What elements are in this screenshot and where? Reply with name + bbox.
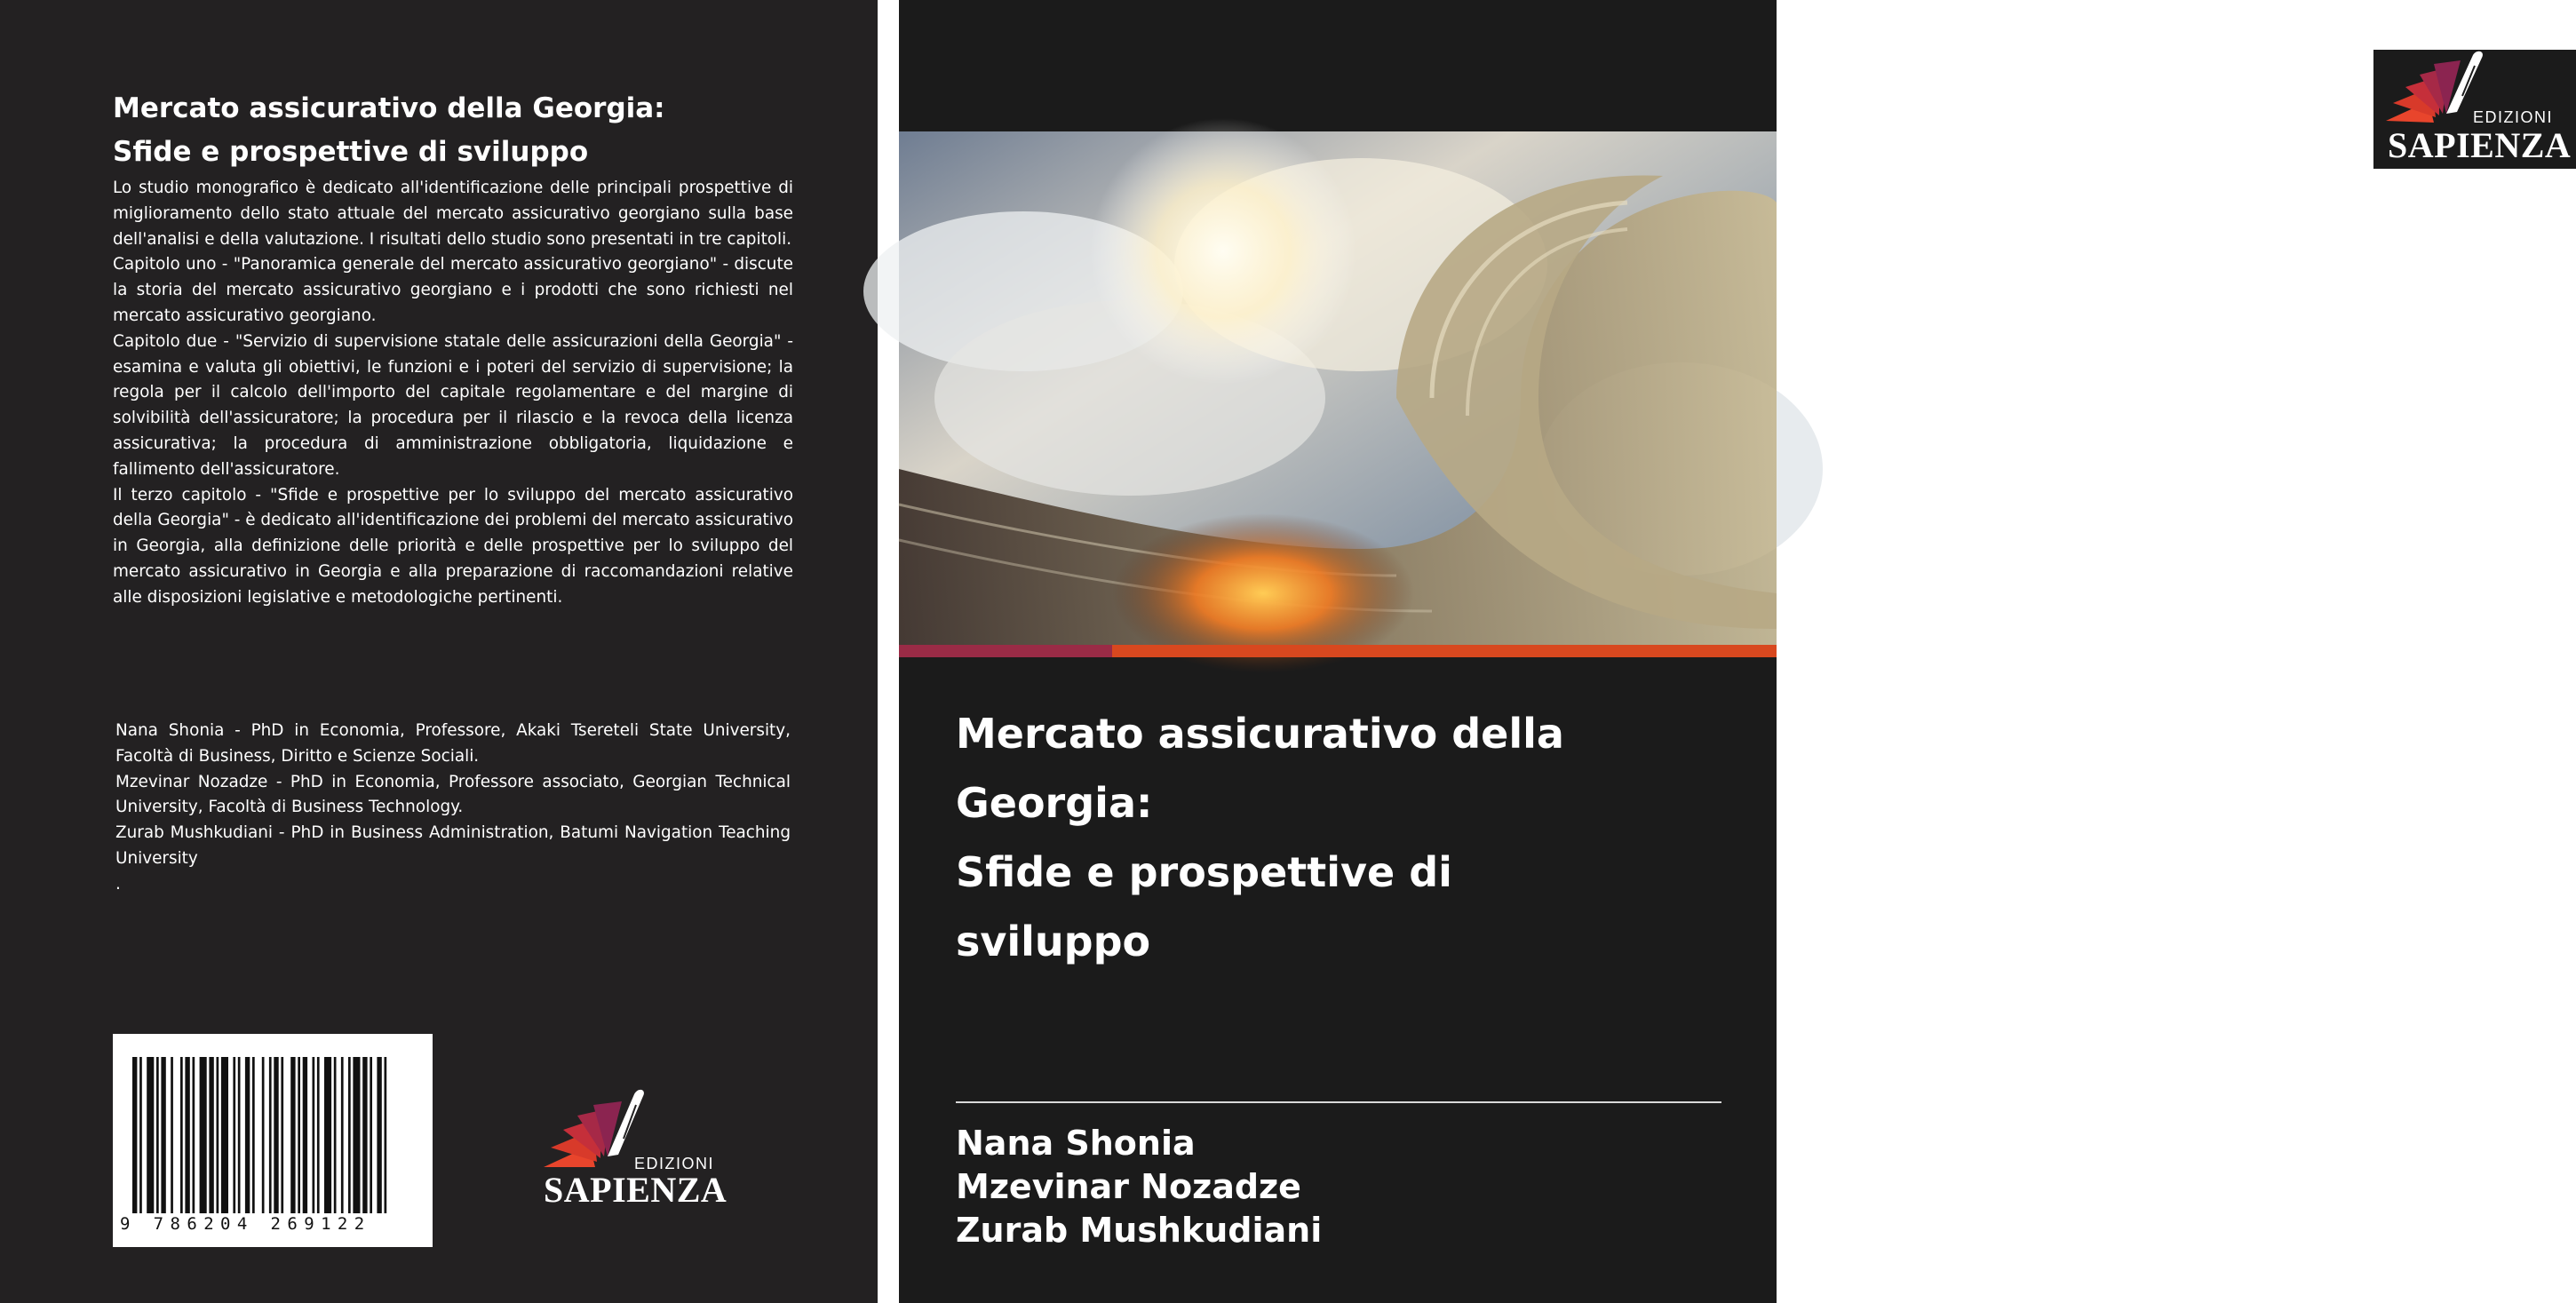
blurb-paragraph: Lo studio monografico è dedicato all'identificazione delle principali prospettive di miglioramento dello stato attuale del mercato assicurativo georgiano sulla base dell'analisi e della valutazione. I risultati dello studio sono presentati in tre capitoli. (113, 179, 793, 249)
front-title-line-4: sviluppo (956, 918, 1151, 965)
author-name: Zurab Mushkudiani (956, 1211, 1323, 1250)
barcode-bar (370, 1057, 372, 1213)
barcode-bar (217, 1057, 219, 1213)
barcode-bar (303, 1057, 307, 1213)
barcode-bar (200, 1057, 207, 1213)
barcode-bar (385, 1057, 387, 1213)
sapienza-wordmark: SAPIENZA (2388, 125, 2572, 165)
barcode-bar (209, 1057, 213, 1213)
barcode-bar (245, 1057, 250, 1213)
isbn-digits: 9 786204 269122 (120, 1214, 371, 1234)
barcode-bar (313, 1057, 315, 1213)
front-title-line-2: Georgia: (956, 779, 1153, 827)
barcode-bar (185, 1057, 189, 1213)
author-bio: Nana Shonia - PhD in Economia, Professore, Akaki Tsereteli State University, Facoltà di Business, Diritto e Scienze Sociali. (115, 721, 791, 766)
back-title-line-1: Mercato assicurativo della Georgia: (113, 92, 665, 124)
barcode-bar (252, 1057, 255, 1213)
author-name: Nana Shonia (956, 1124, 1196, 1163)
author-name: Mzevinar Nozadze (956, 1167, 1301, 1206)
author-bios (115, 719, 791, 898)
back-cover (0, 0, 878, 1303)
barcode-bar (238, 1057, 241, 1213)
barcode-bar (193, 1057, 195, 1213)
barcode-bar (180, 1057, 183, 1213)
barcode-bar (353, 1057, 360, 1213)
barcode-bar (274, 1057, 278, 1213)
author-bio: Mzevinar Nozadze - PhD in Economia, Professore associato, Georgian Technical University, Facoltà di Business Technology. (115, 772, 791, 817)
barcode-bar (262, 1057, 265, 1213)
barcode-bar (221, 1057, 228, 1213)
front-title-line-3: Sfide e prospettive di (956, 848, 1452, 896)
sapienza-wordmark: SAPIENZA (544, 1170, 727, 1210)
barcode-bar (324, 1057, 331, 1213)
front-authors (956, 1122, 1322, 1252)
author-bio: . (115, 874, 121, 894)
barcode-bar (269, 1057, 272, 1213)
barcode-bar (147, 1057, 154, 1213)
front-cover-title (956, 699, 1737, 976)
barcode-bar (348, 1057, 351, 1213)
back-title-line-2: Sfide e prospettive di sviluppo (113, 136, 589, 168)
barcode-bar (334, 1057, 337, 1213)
blurb (113, 176, 793, 611)
barcode-bar (233, 1057, 235, 1213)
edizioni-label: EDIZIONI (634, 1155, 715, 1172)
author-bio: Zurab Mushkudiani - PhD in Business Administration, Batumi Navigation Teaching University (115, 823, 791, 868)
front-title-line-1: Mercato assicurativo della (956, 710, 1564, 758)
barcode-bar (298, 1057, 300, 1213)
barcode-bar (341, 1057, 344, 1213)
blurb-paragraph: Capitolo uno - "Panoramica generale del mercato assicurativo georgiano" - discute la storia del mercato assicurativo georgiano e i prodotti che sono richiesti nel mercato assicurativo georgiano. (113, 255, 793, 325)
publisher-logo (538, 1085, 734, 1210)
money-wave-image (899, 131, 1777, 657)
blurb-paragraph: Il terzo capitolo - "Sfide e prospettive per lo sviluppo del mercato assicurativo della Georgia" - è dedicato all'identificazione dei problemi del mercato assicurativo in Georgia, alla definizione delle priorità e delle prospettive per lo sviluppo del mercato assicurativo in Georgia e alla preparazione di raccomandazioni relative alle disposizioni legislative e metodologiche pertinenti. (113, 485, 793, 607)
barcode-bar (171, 1057, 173, 1213)
barcode-bar (281, 1057, 283, 1213)
barcode-bar (362, 1057, 367, 1213)
barcode-bar (132, 1057, 137, 1213)
divider (956, 1101, 1721, 1103)
barcode-bar (161, 1057, 165, 1213)
back-cover-title (113, 87, 806, 174)
edizioni-label: EDIZIONI (2473, 108, 2554, 126)
isbn-barcode (113, 1034, 433, 1247)
barcode-bar (317, 1057, 320, 1213)
barcode-bar (156, 1057, 159, 1213)
barcode-bar (377, 1057, 381, 1213)
front-cover (899, 0, 2572, 1303)
barcode-bar (290, 1057, 295, 1213)
publisher-logo (2373, 50, 2576, 169)
blurb-paragraph: Capitolo due - "Servizio di supervisione statale delle assicurazioni della Georgia" - esamina e valuta gli obiettivi, le funzioni e i poteri del servizio di supervisione; la regola per il calcolo dell'importo del capitale regolamentare e del margine di solvibilità dell'assicuratore; la procedura per il rilascio e la revoca della licenza assicurativa; la procedura di amministrazione obbligatoria, liquidazione e fallimento dell'assicuratore. (113, 331, 793, 479)
barcode-bar (139, 1057, 142, 1213)
